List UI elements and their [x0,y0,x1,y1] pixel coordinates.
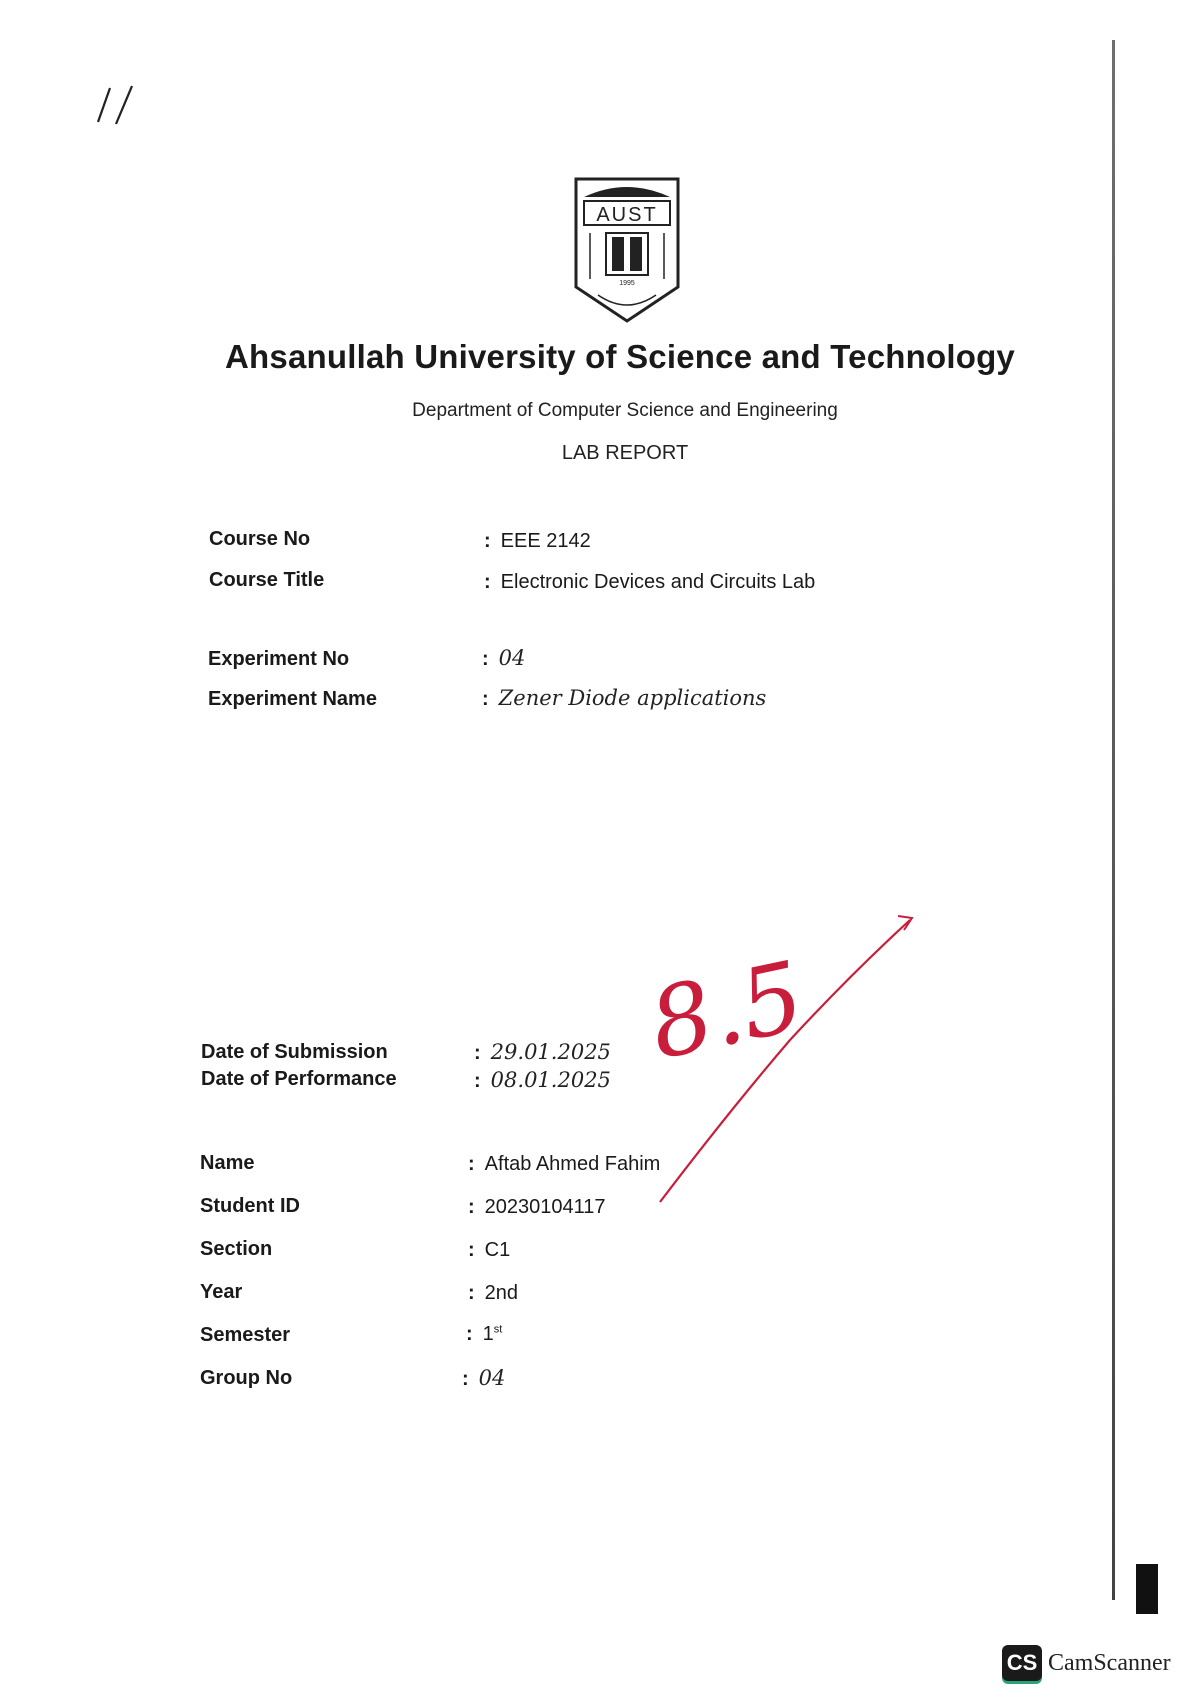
logo-acronym: AUST [596,204,658,226]
course-title-field [484,571,815,594]
scan-edge-block [1136,1564,1158,1614]
separator: : [474,1070,481,1092]
separator: : [484,530,491,552]
submission-date-label: Date of Submission [201,1041,388,1063]
experiment-no-label: Experiment No [208,648,350,670]
grade-mark [640,880,920,1215]
section-field [468,1239,510,1262]
grade-check-stroke [640,880,920,1210]
grade-score: 8.5 [640,939,813,1082]
semester-field [466,1323,502,1346]
semester-suffix: st [493,1323,503,1336]
group-no-value: 04 [478,1366,506,1390]
semester-value: 1 [482,1323,494,1345]
name-value: Aftab Ahmed Fahim [484,1153,661,1175]
experiment-no-field [482,646,525,671]
semester-label: Semester [200,1324,291,1346]
year-value: 2nd [484,1282,519,1304]
camscanner-brand: CamScanner [1048,1649,1171,1676]
university-name: Ahsanullah University of Science and Technology [225,338,1015,375]
course-no-field [484,530,591,553]
performance-date-value: 08.01.2025 [490,1068,611,1092]
course-no-value: EEE 2142 [500,530,591,552]
section-value: C1 [484,1239,511,1261]
year-label: Year [200,1281,243,1303]
camscanner-icon: CS [1002,1645,1042,1681]
section-label: Section [200,1238,273,1260]
submission-date-field [474,1040,611,1065]
experiment-no-value: 04 [498,646,526,670]
camscanner-watermark [1002,1645,1171,1681]
separator: : [468,1282,475,1304]
course-no-label: Course No [209,528,311,550]
experiment-name-field [482,686,766,711]
course-title-value: Electronic Devices and Circuits Lab [500,571,816,593]
name-field [468,1153,660,1176]
separator: : [468,1239,475,1261]
report-type: LAB REPORT [561,442,689,464]
experiment-name-label: Experiment Name [208,688,377,710]
separator: : [468,1196,475,1218]
separator: : [466,1323,473,1345]
performance-date-label: Date of Performance [201,1068,397,1090]
performance-date-field [474,1068,611,1093]
student-id-value: 20230104117 [484,1196,606,1218]
margin-marks-graphic [92,80,152,130]
group-no-label: Group No [200,1367,293,1389]
name-label: Name [200,1152,255,1174]
separator: : [482,648,489,670]
logo-year: 1995 [619,280,635,287]
department-name: Department of Computer Science and Engineering [412,400,838,421]
university-logo [572,175,682,330]
separator: : [474,1042,481,1064]
separator: : [484,571,491,593]
submission-date-value: 29.01.2025 [490,1040,611,1064]
aust-crest-icon [572,175,682,325]
separator: : [468,1153,475,1175]
experiment-name-value: Zener Diode applications [498,686,767,710]
student-id-label: Student ID [200,1195,300,1217]
group-no-field [462,1366,505,1391]
separator: : [482,688,489,710]
scan-page-edge [1112,40,1115,1600]
student-id-field [468,1196,606,1219]
year-field [468,1282,518,1305]
separator: : [462,1368,469,1390]
margin-marks [92,80,152,135]
course-title-label: Course Title [209,569,325,591]
